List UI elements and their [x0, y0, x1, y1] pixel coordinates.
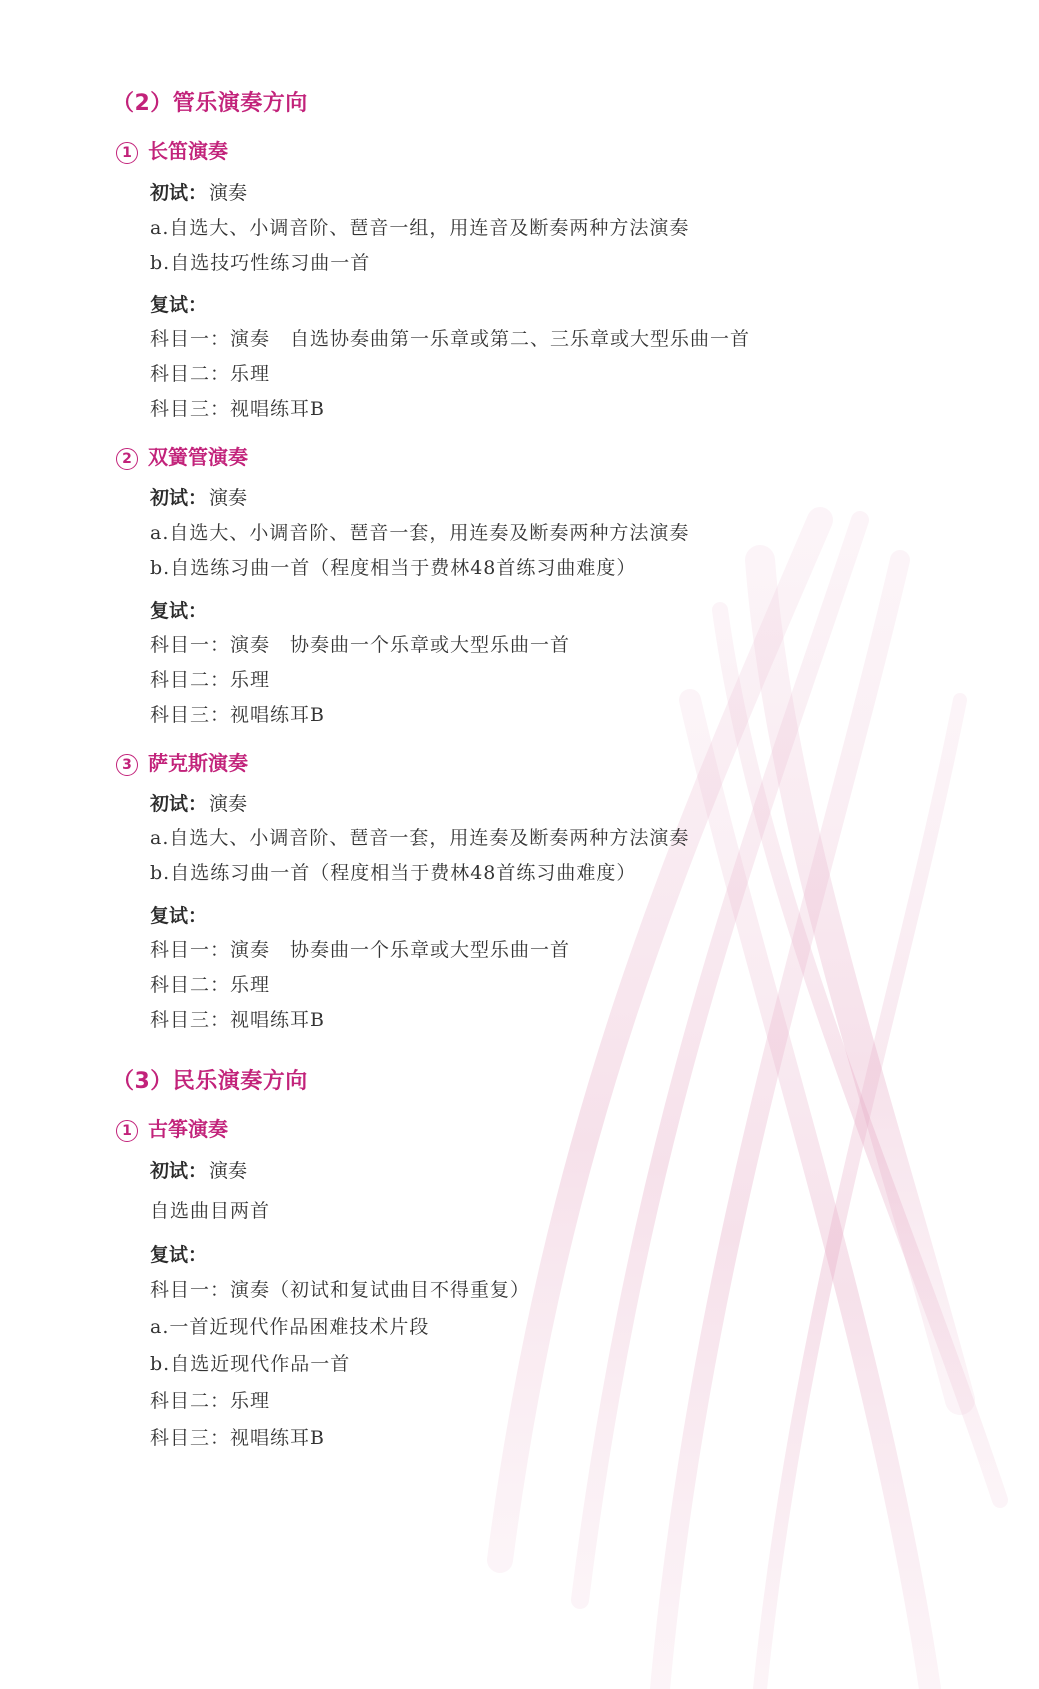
- retest-label: 复试：: [150, 600, 208, 622]
- retest-label: 复试：: [150, 294, 208, 316]
- circled-number: 3: [116, 754, 138, 776]
- retest-line: 科目一：演奏 自选协奏曲第一乐章或第二、三乐章或大型乐曲一首: [150, 328, 751, 350]
- prelim-line: b.自选练习曲一首（程度相当于费林48首练习曲难度）: [150, 557, 637, 579]
- subsection-name: 双簧管演奏: [148, 445, 248, 469]
- prelim-line: b.自选练习曲一首（程度相当于费林48首练习曲难度）: [150, 862, 637, 884]
- section-title-folk: （3）民乐演奏方向: [112, 1069, 308, 1094]
- prelim-label: 初试： 演奏: [150, 487, 248, 509]
- retest-line: 科目二：乐理: [150, 363, 271, 385]
- retest-line: 科目二：乐理: [150, 1390, 271, 1412]
- subsection-title-saxophone: [116, 747, 248, 776]
- prelim-value: 演奏: [209, 487, 248, 509]
- prelim-label: 初试： 演奏: [150, 793, 248, 815]
- prelim-label: 初试： 演奏: [150, 1160, 248, 1182]
- retest-label: 复试：: [150, 905, 208, 927]
- prelim-line: 自选曲目两首: [150, 1200, 271, 1222]
- subsection-title-flute: [116, 135, 228, 164]
- prelim-line: a.自选大、小调音阶、琶音一组，用连音及断奏两种方法演奏: [150, 217, 690, 239]
- retest-line: 科目三：视唱练耳B: [150, 1009, 325, 1031]
- retest-line: 科目一：演奏 协奏曲一个乐章或大型乐曲一首: [150, 634, 571, 656]
- circled-number: 2: [116, 448, 138, 470]
- retest-line: 科目二：乐理: [150, 974, 271, 996]
- retest-line: 科目一：演奏（初试和复试曲目不得重复）: [150, 1279, 531, 1301]
- subsection-name: 长笛演奏: [148, 139, 228, 163]
- section-title-wind: （2）管乐演奏方向: [112, 91, 308, 116]
- prelim-value: 演奏: [209, 1160, 248, 1182]
- retest-line: 科目三：视唱练耳B: [150, 704, 325, 726]
- prelim-value: 演奏: [209, 182, 248, 204]
- retest-line: a.一首近现代作品困难技术片段: [150, 1316, 430, 1338]
- retest-line: 科目三：视唱练耳B: [150, 1427, 325, 1449]
- subsection-title-oboe: [116, 441, 248, 470]
- subsection-name: 萨克斯演奏: [148, 751, 248, 775]
- prelim-line: a.自选大、小调音阶、琶音一套，用连奏及断奏两种方法演奏: [150, 827, 690, 849]
- retest-line: 科目三：视唱练耳B: [150, 398, 325, 420]
- prelim-line: a.自选大、小调音阶、琶音一套，用连奏及断奏两种方法演奏: [150, 522, 690, 544]
- retest-line: b.自选近现代作品一首: [150, 1353, 351, 1375]
- retest-line: 科目二：乐理: [150, 669, 271, 691]
- prelim-line: b.自选技巧性练习曲一首: [150, 252, 371, 274]
- prelim-value: 演奏: [209, 793, 248, 815]
- retest-label: 复试：: [150, 1244, 208, 1266]
- prelim-label: 初试： 演奏: [150, 182, 248, 204]
- subsection-title-guzheng: [116, 1113, 228, 1142]
- circled-number: 1: [116, 1120, 138, 1142]
- subsection-name: 古筝演奏: [148, 1117, 228, 1141]
- circled-number: 1: [116, 142, 138, 164]
- retest-line: 科目一：演奏 协奏曲一个乐章或大型乐曲一首: [150, 939, 571, 961]
